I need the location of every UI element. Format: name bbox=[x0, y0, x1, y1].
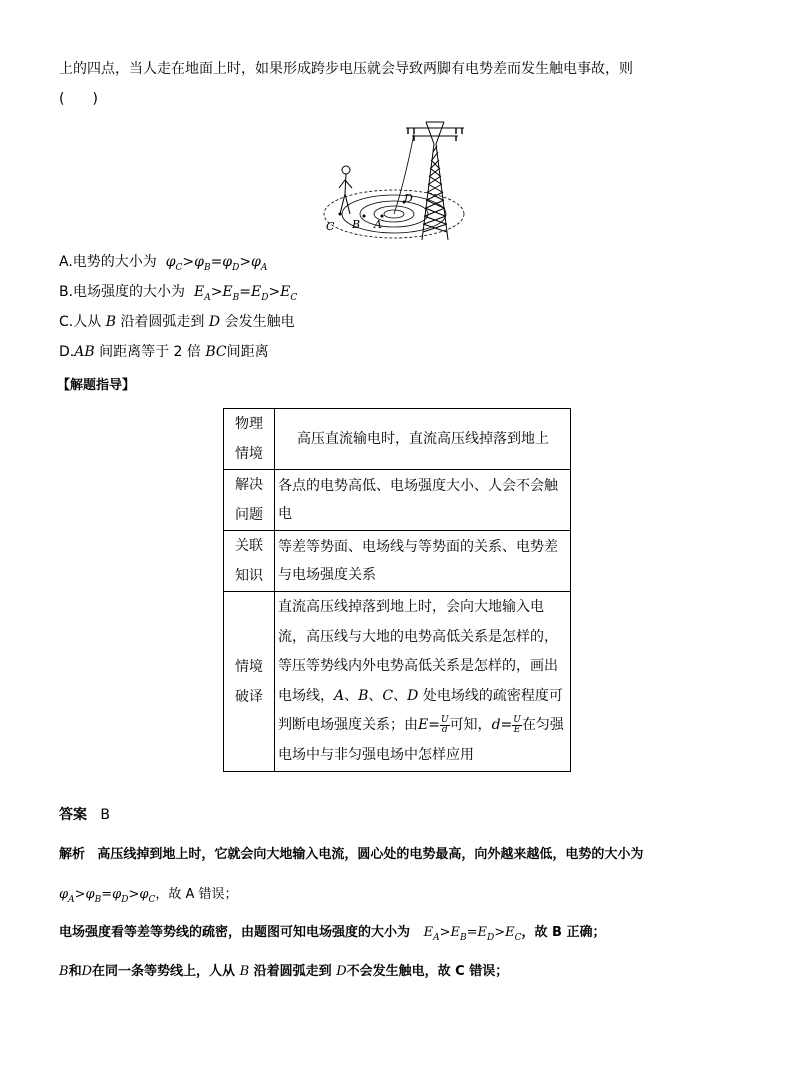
table-row: 解决 问题 各点的电势高低、电场强度大小、人会不会触 电 bbox=[224, 470, 571, 531]
label-a: A bbox=[374, 218, 382, 231]
label-b: B bbox=[352, 218, 361, 231]
option-c-text: C.人从 bbox=[59, 314, 102, 330]
tower-icon bbox=[406, 122, 464, 240]
table-row: 物理 情境 高压直流输电时，直流高压线掉落到地上 bbox=[224, 409, 571, 470]
analysis-label: 解析 bbox=[59, 847, 86, 862]
analysis-line-3: 电场强度看等差等势线的疏密，由题图可知电场强度的大小为 $E_A>E_B=E_D>E_C$，故 B 正确； bbox=[59, 925, 606, 943]
option-a-text: A.电势的大小为 bbox=[59, 254, 157, 270]
answer-value: B bbox=[100, 807, 110, 823]
answer-blank: ( ) bbox=[59, 91, 98, 107]
label-d: D bbox=[404, 192, 413, 205]
option-b-text: B.电场强度的大小为 bbox=[59, 284, 186, 300]
table-row: 情境 破译 直流高压线掉落到地上时，会向大地输入电 流，高压线与大地的电势高低关系是怎样的， 等压等势线内外电势高低关系是怎样的，画出 电场线，A、B、C、D 处电场线的疏密程度可 判断电场强度关系；由E= $\frac{U}{d}$ 可知，d= $\frac{U}{E}$ 在匀强 电场中与非匀强电场中怎样应用 bbox=[224, 592, 571, 772]
analysis-line-1: 解析 高压线掉到地上时，它就会向大地输入电流，圆心处的电势最高，向外越来越低，电势的大小为 bbox=[59, 847, 644, 862]
answer-label: 答案 bbox=[59, 807, 87, 823]
guide-table bbox=[223, 408, 571, 772]
label-c: C bbox=[326, 220, 335, 233]
analysis-line-4: B和D在同一条等势线上，人从 B 沿着圆弧走到 D不会发生触电，故 C 错误； bbox=[59, 964, 509, 979]
guide-heading: 【解题指导】 bbox=[57, 378, 136, 393]
question-intro: 上的四点，当人走在地面上时，如果形成跨步电压就会导致两脚有电势差而发生触电事故，则 bbox=[59, 61, 633, 77]
tower-figure bbox=[322, 114, 482, 242]
analysis-line-2: $\varphi_A>\varphi_B=\varphi_D>\varphi_C$，故 A 错误； bbox=[59, 887, 238, 905]
table-row: 关联 知识 等差等势面、电场线与等势面的关系、电势差 与电场强度关系 bbox=[224, 531, 571, 592]
answer-line bbox=[59, 804, 110, 824]
option-a: A.电势的大小为 $\varphi_C>\varphi_B=\varphi_D>\varphi_A$ bbox=[59, 254, 268, 273]
option-d-text: D. bbox=[59, 344, 75, 360]
option-b: B.电场强度的大小为 $E_A>E_B=E_D>E_C$ bbox=[59, 284, 298, 303]
option-d: D.AB 间距离等于 2 倍 BC间距离 bbox=[59, 344, 269, 360]
option-c: C.人从 B 沿着圆弧走到 D 会发生触电 bbox=[59, 314, 295, 330]
